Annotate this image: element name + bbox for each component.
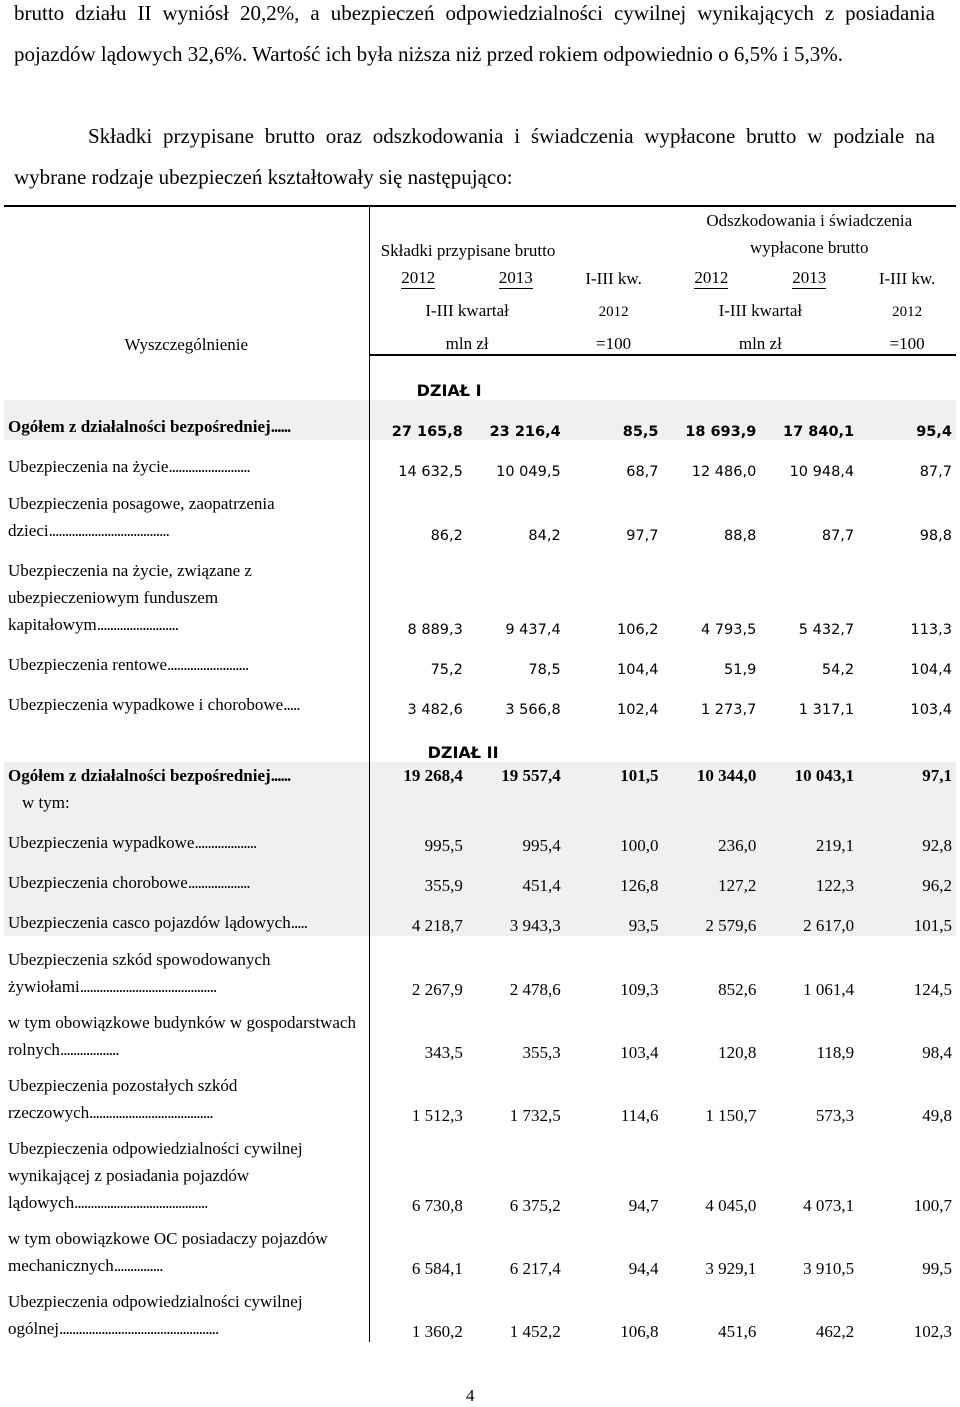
table-row [4,400,956,440]
header-skladki-ratio-3: =100 [565,321,663,355]
header-skladki-kwartal: I-III kwartał [425,301,509,320]
table-row [4,678,956,718]
value-cell: 102,3 [913,1322,952,1341]
value-cell: 106,8 [620,1322,659,1341]
value-cell: 124,5 [913,980,952,999]
value-cell: 6 375,2 [509,1196,561,1215]
value-cell: 12 486,0 [691,464,757,480]
row-label-text: Ubezpieczenia odpowiedzialności cywilnej ogólnej [8,1292,303,1338]
row-label-dots: ......................... [168,457,250,476]
value-cell: 2 478,6 [509,980,561,999]
row-label-text: Ubezpieczenia posagowe, zaopatrzenia dzieci [8,494,275,540]
intro-paragraph-1 [14,0,935,75]
header-odsz-2012 [663,261,761,289]
row-label-dots: .......................................... [79,977,217,996]
value-cell: 17 840,1 [783,424,855,440]
value-cell: 451,6 [718,1322,757,1341]
value-cell: 1 452,2 [509,1322,561,1341]
value-cell: 120,8 [718,1043,757,1062]
row-label-dots: ..................................... [48,521,169,540]
row-label-dots: ..... [283,695,300,714]
value-cell: 27 165,8 [391,424,463,440]
row-label [4,1216,369,1279]
table-row [4,1279,956,1342]
header-odsz-ratio-2: 2012 [892,304,923,320]
value-cell: 114,6 [620,1106,659,1125]
row-label [4,638,369,678]
value-cell: 95,4 [916,424,952,440]
value-cell: 68,7 [626,464,659,480]
value-cell: 104,4 [910,662,952,678]
header-skladki-text: Składki przypisane brutto [380,241,556,260]
row-label [4,762,369,816]
value-cell: 54,2 [821,662,855,678]
value-cell: 122,3 [815,876,855,895]
value-cell: 852,6 [718,980,757,999]
table-row [4,638,956,678]
row-label-text: Ubezpieczenia na życie, związane z ubezpieczeniowym funduszem kapitałowym [8,561,252,634]
value-cell: 96,2 [922,876,952,895]
value-cell: 100,0 [620,836,659,855]
header-odsz-2012-text: 2012 [694,268,729,287]
row-label-dots: ................... [187,873,250,892]
value-cell: 3 482,6 [407,702,463,718]
value-cell: 113,3 [910,622,952,638]
row-label [4,1279,369,1342]
value-cell: 98,4 [922,1043,952,1062]
value-cell: 18 693,9 [685,424,757,440]
value-cell: 14 632,5 [398,464,463,480]
row-label-text: Ogółem z działalności bezpośredniej [8,417,271,436]
value-cell: 86,2 [430,528,463,544]
value-cell: 1 150,7 [705,1106,757,1125]
row-label-text: Ubezpieczenia pozostałych szkód rzeczowych [8,1076,238,1122]
value-cell: 4 073,1 [803,1196,855,1215]
value-cell: 106,2 [617,622,659,638]
row-label-dots: ...... [270,417,291,436]
row-label-text: Ubezpieczenia wypadkowe [8,833,195,852]
value-cell: 100,7 [913,1196,952,1215]
value-cell: 343,5 [424,1043,463,1062]
value-cell: 19 557,4 [501,766,561,785]
value-cell: 10 043,1 [794,766,855,785]
row-label-dots: ..... [290,913,307,932]
row-label-text: Ogółem z działalności bezpośredniej [8,766,271,785]
row-label-dots: ................... [194,833,257,852]
row-label-dots: ......................... [167,655,249,674]
header-skladki-unit: mln zł [369,321,565,355]
value-cell: 573,3 [815,1106,855,1125]
value-cell: 462,2 [815,1322,855,1341]
value-cell: 3 910,5 [803,1259,855,1278]
value-cell: 10 344,0 [696,766,757,785]
header-skladki-2013-text: 2013 [498,268,533,287]
header-skladki [369,206,662,261]
value-cell: 94,4 [628,1259,659,1278]
table-row [4,544,956,638]
page-number: 4 [466,1386,475,1405]
value-cell: 4 218,7 [411,916,463,935]
value-cell: 87,7 [919,464,952,480]
value-cell: 126,8 [620,876,659,895]
row-label-text: w tym obowiązkowe OC posiadaczy pojazdów mechanicznych [8,1229,328,1275]
header-skladki-ratio-1: I-III kw. [585,269,642,288]
value-cell: 19 268,4 [403,766,463,785]
row-label-dots: ...................................... [89,1103,213,1122]
header-odsz-kwartal: I-III kwartał [718,301,803,320]
intro-text-2: Składki przypisane brutto oraz odszkodowania i świadczenia wypłacone brutto w podziale na wybrane rodzaje ubezpieczeń kształtowały się następująco: [14,124,935,189]
row-label [4,480,369,544]
intro-paragraph-2 [14,116,935,198]
value-cell: 6 217,4 [509,1259,561,1278]
table-row [4,856,956,896]
row-label [4,936,369,1000]
row-label [4,678,369,718]
value-cell: 101,5 [620,766,659,785]
value-cell: 99,5 [922,1259,952,1278]
row-label-dots: ............... [113,1256,163,1275]
header-odsz-ratio-3: =100 [858,321,956,355]
value-cell: 2 579,6 [705,916,757,935]
value-cell: 2 267,9 [411,980,463,999]
value-cell: 85,5 [622,424,659,440]
header-odszkodowania-text: Odszkodowania i świadczenia wypłacone brutto [706,211,913,257]
table-row [4,1216,956,1279]
value-cell: 1 360,2 [411,1322,463,1341]
row-label [4,1000,369,1063]
section-row [4,718,956,762]
table-row [4,1126,956,1216]
value-cell: 451,4 [522,876,561,895]
value-cell: 236,0 [718,836,757,855]
section-dzial-i: DZIAŁ I [416,381,482,400]
row-label [4,856,369,896]
value-cell: 103,4 [910,702,952,718]
value-cell: 995,5 [424,836,463,855]
table-row [4,480,956,544]
value-cell: 78,5 [528,662,561,678]
value-cell: 219,1 [815,836,855,855]
header-odsz-2013-text: 2013 [792,268,827,287]
value-cell: 92,8 [922,836,952,855]
row-label [4,440,369,480]
value-cell: 4 045,0 [705,1196,757,1215]
row-label [4,544,369,638]
row-label-dots: ......................... [96,615,179,634]
value-cell: 97,7 [626,528,659,544]
value-cell: 5 432,7 [798,622,855,638]
value-cell: 84,2 [528,528,561,544]
value-cell: 8 889,3 [407,622,463,638]
value-cell: 2 617,0 [803,916,855,935]
value-cell: 87,7 [821,528,855,544]
insurance-table [4,205,956,1342]
value-cell: 3 943,3 [509,916,561,935]
value-cell: 118,9 [816,1043,855,1062]
row-label-dots: ...... [270,766,291,785]
table-row [4,1000,956,1063]
row-label-text: Ubezpieczenia rentowe [8,655,168,674]
value-cell: 49,8 [922,1106,952,1125]
intro-text-1: brutto działu II wyniósł 20,2%, a ubezpieczeń odpowiedzialności cywilnej wynikających z posiadania pojazdów lądowych 32,6%. Wartość ich była niższa niż przed rokiem odpowiednio o 6,5% i 5,3%. [14,1,935,66]
value-cell: 3 566,8 [505,702,561,718]
value-cell: 98,8 [919,528,952,544]
row-label [4,1126,369,1216]
value-cell: 88,8 [724,528,757,544]
row-label [4,400,369,440]
value-cell: 93,5 [628,916,659,935]
table-row [4,896,956,936]
header-odsz-ratio-1: I-III kw. [878,269,936,288]
row-label-text: Ubezpieczenia na życie [8,457,169,476]
header-odsz-unit: mln zł [663,321,859,355]
value-cell: 10 948,4 [789,464,855,480]
value-cell: 10 049,5 [496,464,561,480]
header-skladki-2013 [467,261,565,289]
value-cell: 3 929,1 [705,1259,757,1278]
value-cell: 23 216,4 [489,424,561,440]
row-sublabel: w tym: [22,793,70,812]
table-row [4,440,956,480]
value-cell: 6 584,1 [411,1259,463,1278]
value-cell: 51,9 [724,662,757,678]
value-cell: 9 437,4 [505,622,561,638]
value-cell: 101,5 [913,916,952,935]
section-row [4,355,956,400]
value-cell: 1 273,7 [700,702,757,718]
row-label [4,896,369,936]
value-cell: 4 793,5 [700,622,757,638]
value-cell: 103,4 [620,1043,659,1062]
header-skladki-2012-text: 2012 [401,268,436,287]
value-cell: 94,7 [628,1196,659,1215]
row-label [4,816,369,856]
header-odsz-2013 [760,261,858,289]
value-cell: 6 730,8 [411,1196,463,1215]
row-label-dots: ......................................... [74,1193,208,1212]
table-row [4,762,956,816]
row-label-text: Ubezpieczenia wypadkowe i chorobowe [8,695,284,714]
value-cell: 104,4 [617,662,659,678]
value-cell: 995,4 [522,836,561,855]
table-row [4,1063,956,1126]
value-cell: 1 732,5 [509,1106,561,1125]
header-skladki-2012 [369,261,467,289]
row-label-text: Ubezpieczenia chorobowe [8,873,188,892]
value-cell: 75,2 [430,662,463,678]
header-odszkodowania [663,206,956,261]
value-cell: 355,9 [424,876,463,895]
value-cell: 97,1 [922,766,952,785]
row-label-text: Ubezpieczenia odpowiedzialności cywilnej wynikającej z posiadania pojazdów lądowych [8,1139,303,1212]
row-label-dots: .................. [59,1040,119,1059]
header-wyszczegolnienie: Wyszczególnienie [4,206,369,355]
row-label-dots: ................................................. [59,1319,219,1338]
section-dzial-ii: DZIAŁ II [427,743,499,762]
row-label-text: Ubezpieczenia szkód spowodowanych żywiołami [8,950,271,996]
value-cell: 1 512,3 [411,1106,463,1125]
header-skladki-ratio-2: 2012 [598,304,629,320]
value-cell: 109,3 [620,980,659,999]
value-cell: 1 061,4 [803,980,855,999]
table-row [4,816,956,856]
value-cell: 1 317,1 [798,702,855,718]
row-label [4,1063,369,1126]
value-cell: 355,3 [522,1043,561,1062]
row-label-text: w tym obowiązkowe budynków w gospodarstwach rolnych [8,1013,356,1059]
row-label-text: Ubezpieczenia casco pojazdów lądowych [8,913,291,932]
value-cell: 102,4 [617,702,659,718]
value-cell: 127,2 [718,876,757,895]
table-row [4,936,956,1000]
